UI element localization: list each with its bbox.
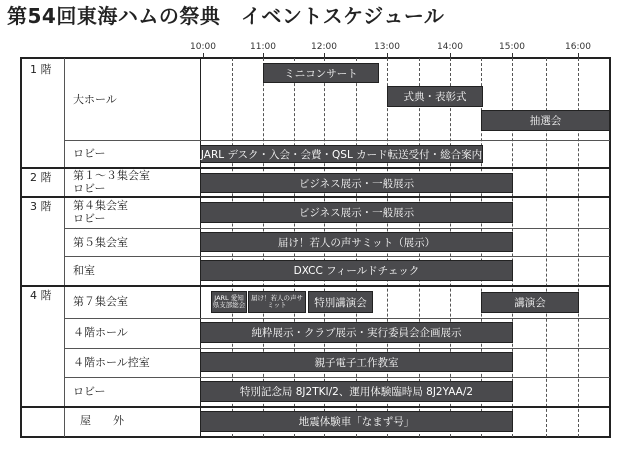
room-r4: 第４集会室 (73, 199, 128, 212)
event-jarl-aichi-meeting: JARL 愛知県支部総会 (211, 291, 247, 313)
tick (512, 53, 513, 58)
floor-column-divider (64, 58, 65, 437)
room-r4-lobby: ロビー (73, 212, 106, 225)
row-divider (64, 256, 610, 257)
tick (578, 53, 579, 58)
tick (324, 53, 325, 58)
event-special-station: 特別記念局 8J2TKI/2、運用体験臨時局 8J2YAA/2 (200, 381, 513, 402)
tick (263, 53, 264, 58)
event-mini-concert: ミニコンサート (263, 63, 379, 83)
time-label-15: 15:00 (499, 42, 525, 52)
event-youth-summit-exhibit: 届け！若人の声サミット（展示） (200, 232, 513, 252)
event-ceremony: 式典・表彰式 (387, 86, 483, 107)
event-kit-class: 親子電子工作教室 (200, 352, 513, 372)
event-business-exhibit-2: ビジネス展示・一般展示 (200, 202, 513, 223)
row-divider (64, 140, 610, 141)
event-youth-summit: 届け！若人の声サミット (248, 291, 306, 313)
row-divider (64, 348, 610, 349)
row-divider (64, 377, 610, 378)
floor-label-1: 1 階 (30, 63, 52, 76)
event-lottery: 抽選会 (481, 110, 610, 131)
tick (387, 53, 388, 58)
room-outdoor: 屋 外 (80, 414, 124, 427)
room-r13-lobby: ロビー (73, 182, 106, 195)
event-hall-exhibits: 純粋展示・クラブ展示・実行委員会企画展示 (200, 322, 513, 343)
floor-label-3: 3 階 (30, 200, 52, 213)
event-jarl-desk: JARL デスク・入会・会費・QSL カード転送受付・総合案内 (200, 145, 483, 163)
time-label-13: 13:00 (374, 42, 400, 52)
room-washitsu: 和室 (73, 264, 95, 277)
room-r5: 第５集会室 (73, 236, 128, 249)
time-label-11: 11:00 (250, 42, 276, 52)
event-lecture: 講演会 (481, 292, 579, 313)
floor-label-4: 4 階 (30, 289, 52, 302)
event-special-lecture: 特別講演会 (308, 291, 373, 313)
floor-divider (21, 196, 610, 198)
event-business-exhibit-1: ビジネス展示・一般展示 (200, 173, 513, 193)
room-daihall: 大ホール (73, 93, 117, 106)
row-divider (64, 318, 610, 319)
room-r7: 第７集会室 (73, 295, 128, 308)
room-hall4: ４階ホール (73, 326, 128, 339)
time-label-14: 14:00 (437, 42, 463, 52)
tick (203, 53, 204, 58)
floor-label-2: 2 階 (30, 171, 52, 184)
room-lobby1: ロビー (73, 147, 106, 160)
time-label-10: 10:00 (190, 42, 216, 52)
time-label-16: 16:00 (565, 42, 591, 52)
time-label-12: 12:00 (311, 42, 337, 52)
event-earthquake-car: 地震体験車「なまず号」 (200, 411, 513, 432)
floor-divider (21, 406, 610, 408)
event-dxcc-check: DXCC フィールドチェック (200, 260, 513, 281)
page-title: 第54回東海ハムの祭典 イベントスケジュール (7, 4, 445, 28)
room-lobby4: ロビー (73, 385, 106, 398)
room-hall4-ctrl: ４階ホール控室 (73, 356, 150, 369)
floor-divider (21, 285, 610, 287)
tick (450, 53, 451, 58)
row-divider (64, 228, 610, 229)
room-r13: 第１～３集会室 (73, 169, 150, 182)
